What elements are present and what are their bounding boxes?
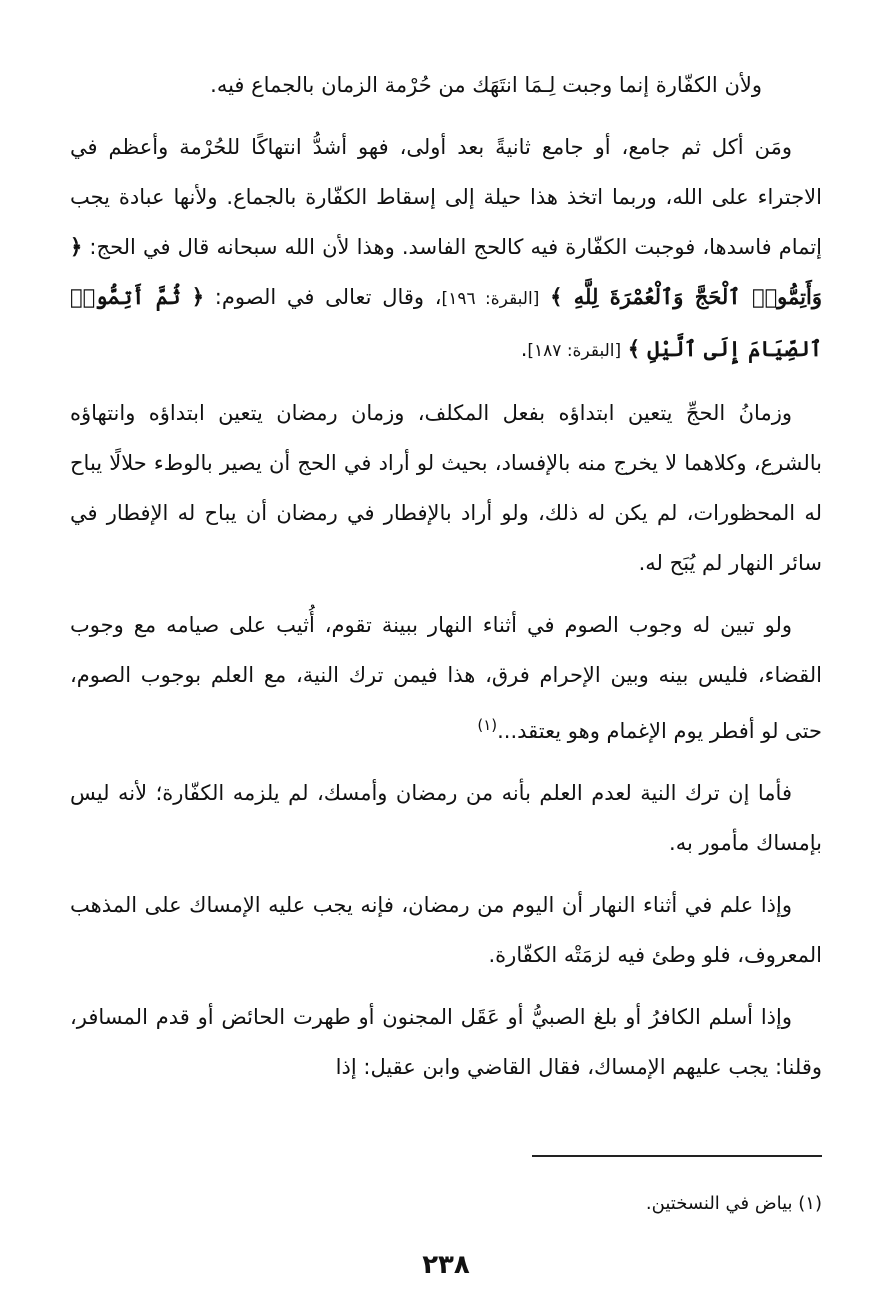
paragraph-5-text: فأما إن ترك النية لعدم العلم بأنه من رمضان وأمسك، لم يلزمه الكفّارة؛ لأنه ليس بإمساك مأمور به. <box>70 781 822 855</box>
citation-baqara-187: [البقرة: ١٨٧] <box>527 341 622 361</box>
page-number: ٢٣٨ <box>422 1250 470 1280</box>
paragraph-7 <box>70 992 822 1092</box>
paragraph-6 <box>70 880 822 980</box>
paragraph-1 <box>70 60 822 110</box>
paragraph-7-text: وإذا أسلم الكافرُ أو بلغ الصبيُّ أو عَقَل المجنون أو طهرت الحائض أو قدم المسافر، وقلنا: يجب عليهم الإمساك، فقال القاضي وابن عقيل: إذا <box>70 1005 822 1079</box>
paragraph-2-text-b: ، وقال تعالى في الصوم: <box>204 285 442 309</box>
paragraph-4 <box>70 600 822 756</box>
citation-baqara-196: [البقرة: ١٩٦] <box>441 289 540 309</box>
paragraph-5 <box>70 768 822 868</box>
footnote: (١) بياض في النسختين. <box>645 1193 822 1214</box>
paragraph-3 <box>70 388 822 588</box>
paragraph-6-text: وإذا علم في أثناء النهار أن اليوم من رمضان، فإنه يجب عليه الإمساك على المذهب المعروف، فلو وطئ فيه لزمَتْه الكفّارة. <box>70 893 822 967</box>
quran-verse-siyam: ﴿ ثُمَّ أَتِمُّوا۟ ٱلصِّيَامَ إِلَى ٱلَّيْلِ ﴾ <box>70 284 822 361</box>
footnote-reference: (١) <box>477 716 498 734</box>
paragraph-2-text-c: . <box>520 337 528 361</box>
paragraph-2 <box>70 122 822 376</box>
paragraph-2-text-a: ومَن أكل ثم جامع، أو جامع ثانيةً بعد أولى، فهو أشدُّ انتهاكًا للحُرْمة وأعظم في الاجتراء على الله، وربما اتخذ هذا حيلة إلى إسقاط الكفّارة بالجماع. ولأنها عبادة يجب إتمام فاسدها، فوجبت الكفّارة فيه كالحج الفاسد. وهذا لأن الله سبحانه قال في الحج: <box>70 135 822 259</box>
paragraph-3-text: وزمانُ الحجِّ يتعين ابتداؤه بفعل المكلف، وزمان رمضان يتعين ابتداؤه وانتهاؤه بالشرع، وكلاهما لا يخرج منه بالإفساد، بحيث لو أراد في الحج أن يصير بالوطء حلالًا يباح له المحظورات، لم يكن له ذلك، ولو أراد بالإفطار في رمضان أن يباح له الإفطار في سائر النهار لم يُبَح له. <box>70 401 822 575</box>
paragraph-1-text: ولأن الكفّارة إنما وجبت لِـمَا انتَهَك من حُرْمة الزمان بالجماع فيه. <box>210 73 762 97</box>
page-body <box>70 60 822 1290</box>
quran-verse-hajj: ﴿ وَأَتِمُّوا۟ ٱلْحَجَّ وَٱلْعُمْرَةَ لِلَّهِ ﴾ <box>70 234 822 309</box>
paragraph-4-text: ولو تبين له وجوب الصوم في أثناء النهار ببينة تقوم، أُثيب على صيامه مع وجوب القضاء، فليس بينه وبين الإحرام فرق، هذا فيمن ترك النية، مع العلم بوجوب الصوم، حتى لو أفطر يوم الإغمام وهو يعتقد... <box>70 613 822 743</box>
footnote-divider <box>532 1155 822 1157</box>
